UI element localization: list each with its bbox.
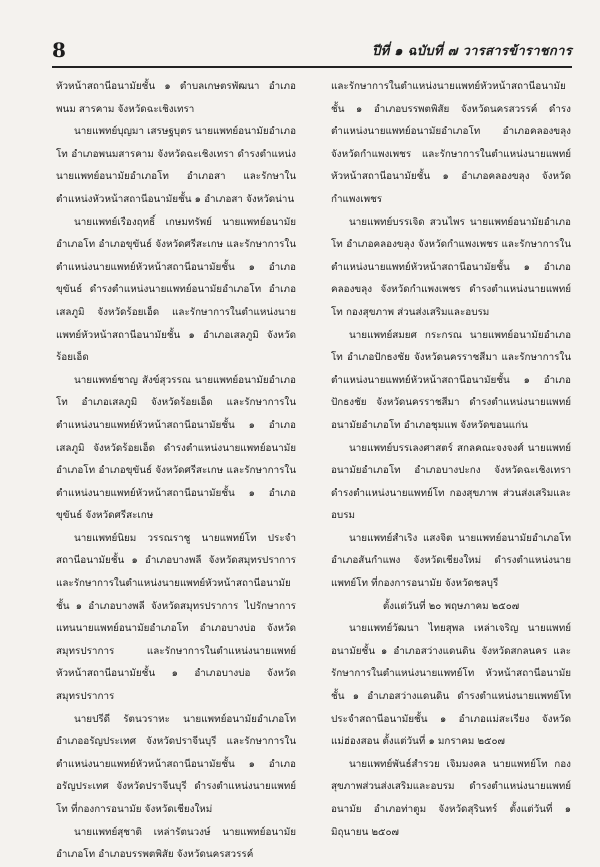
paragraph: นายแพทย์บรรเลงศาสตร์ สกลคณะจงจงศ์ นายแพทย์อนามัยอำเภอโท อำเภอบางปะกง จังหวัดฉะเชิงเทรา ดำรงตำแหน่งนายแพทย์โท กองสุขภาพ ส่วนส่งเสริมและอบรม [331, 442, 571, 522]
paragraph: นายแพทย์สมยศ กระกรณ นายแพทย์อนามัยอำเภอโท อำเภอปักธงชัย จังหวัดนครราชสีมา และรักษาการในตำแหน่งนายแพทย์หัวหน้าสถานีอนามัยชั้น ๑ อำเภอปักธงชัย จังหวัดนครราชสีมา ดำรงตำแหน่งนายแพทย์อนามัยอำเภอโท อำเภอชุมแพ จังหวัดขอนแก่น [331, 329, 571, 431]
paragraph: หัวหน้าสถานีอนามัยชั้น ๑ ตำบลเกษตรพัฒนา อำเภอพนม สารคาม จังหวัดฉะเชิงเทรา [56, 81, 296, 115]
paragraph: นายแพทย์วัฒนา ไทยสุพล เหล่าเจริญ นายแพทย์อนามัยชั้น ๑ อำเภอสว่างแดนดิน จังหวัดสกลนคร และรักษาการในตำแหน่งนายแพทย์โท หัวหน้าสถานีอนามัยชั้น ๑ อำเภอสว่างแดนดิน ดำรงตำแหน่งนายแพทย์โท ประจำสถานีอนามัยชั้น ๑ อำเภอแม่สะเรียง จังหวัดแม่ฮ่องสอน ตั้งแต่วันที่ ๑ มกราคม ๒๕๐๗ [331, 623, 571, 748]
effective-date: ตั้งแต่วันที่ ๒๐ พฤษภาคม ๒๕๐๗ [382, 600, 520, 612]
paragraph: นายแพทย์พันธ์สำรวย เจิมมงคล นายแพทย์โท กองสุขภาพส่วนส่งเสริมและอบรม ดำรงตำแหน่งนายแพทย์อนามัย อำเภอท่าตูม จังหวัดสุรินทร์ ตั้งแต่วันที่ ๑ มิถุนายน ๒๕๐๗ [331, 758, 571, 838]
paragraph: นายแพทย์สุชาติ เหล่ารัตนวงษ์ นายแพทย์อนามัยอำเภอโท อำเภอบรรพตพิสัย จังหวัดนครสวรรค์ [56, 826, 296, 861]
header-rule [52, 66, 572, 68]
page-header [52, 38, 572, 64]
paragraph: นายปรีดี รัตนวราหะ นายแพทย์อนามัยอำเภอโท อำเภออรัญประเทศ จังหวัดปราจีนบุรี และรักษาการในตำแหน่งนายแพทย์หัวหน้าสถานีอนามัยชั้น ๑ อำเภออรัญประเทศ จังหวัดปราจีนบุรี ดำรงตำแหน่งนายแพทย์โท ที่กองการอนามัย จังหวัดเชียงใหม่ [56, 713, 296, 815]
paragraph: นายแพทย์บรรเจิด สวนไพร นายแพทย์อนามัยอำเภอโท อำเภอคลองขลุง จังหวัดกำแพงเพชร และรักษาการในตำแหน่งนายแพทย์หัวหน้าสถานีอนามัยชั้น ๑ อำเภอคลองขลุง จังหวัดกำแพงเพชร ดำรงตำแหน่งนายแพทย์โท กองสุขภาพ ส่วนส่งเสริมและอบรม [331, 216, 571, 318]
page-number: 8 [52, 38, 66, 62]
right-column [331, 76, 571, 844]
paragraph: นายแพทย์สำเริง แสงจิต นายแพทย์อนามัยอำเภอโท อำเภอสันกำแพง จังหวัดเชียงใหม่ ดำรงตำแหน่งนายแพทย์โท ที่กองการอนามัย จังหวัดชลบุรี [331, 532, 571, 590]
paragraph: นายแพทย์บุญมา เสรษฐบุตร นายแพทย์อนามัยอำเภอโท อำเภอพนมสารคาม จังหวัดฉะเชิงเทรา ดำรงตำแหน่งนายแพทย์อนามัยอำเภอโท อำเภอสา และรักษาในตำแหน่งหัวหน้าสถานีอนามัยชั้น ๑ อำเภอสา จังหวัดน่าน [56, 126, 296, 205]
left-column [56, 76, 296, 867]
paragraph: และรักษาการในตำแหน่งนายแพทย์หัวหน้าสถานีอนามัยชั้น ๑ อำเภอบรรพตพิสัย จังหวัดนครสวรรค์ ดำรงตำแหน่งนายแพทย์อนามัยอำเภอโท อำเภอคลองขลุง จังหวัดกำแพงเพชร และรักษาการในตำแหน่งนายแพทย์หัวหน้าสถานีอนามัยชั้น ๑ อำเภอคลองขลุง จังหวัดกำแพงเพชร [331, 81, 571, 205]
running-head: ปีที่ ๑ ฉบับที่ ๗ วารสารข้าราชการ [372, 44, 572, 59]
paragraph: นายแพทย์เรืองฤทธิ์ เกษมทรัพย์ นายแพทย์อนามัยอำเภอโท อำเภอขุขันธ์ จังหวัดศรีสะเกษ และรักษาการในตำแหน่งนายแพทย์หัวหน้าสถานีอนามัยชั้น ๑ อำเภอขุขันธ์ ดำรงตำแหน่งนายแพทย์อนามัยอำเภอโท อำเภอเสลภูมิ จังหวัดร้อยเอ็ด และรักษาการในตำแหน่งนายแพทย์หัวหน้าสถานีอนามัยชั้น ๑ อำเภอเสลภูมิ จังหวัดร้อยเอ็ด [56, 216, 296, 364]
paragraph: นายแพทย์ชาญ สังข์สุวรรณ นายแพทย์อนามัยอำเภอโท อำเภอเสลภูมิ จังหวัดร้อยเอ็ด และรักษาการในตำแหน่งนายแพทย์หัวหน้าสถานีอนามัยชั้น ๑ อำเภอเสลภูมิ จังหวัดร้อยเอ็ด ดำรงตำแหน่งนายแพทย์อนามัยอำเภอโท อำเภอขุขันธ์ จังหวัดศรีสะเกษ และรักษาการในตำแหน่งนายแพทย์หัวหน้าสถานีอนามัยชั้น ๑ อำเภอขุขันธ์ จังหวัดศรีสะเกษ [56, 374, 296, 522]
paragraph: นายแพทย์นิยม วรรณราชู นายแพทย์โท ประจำสถานีอนามัยชั้น ๑ อำเภอบางพลี จังหวัดสมุทรปราการ และรักษาการในตำแหน่งนายแพทย์หัวหน้าสถานีอนามัยชั้น ๑ อำเภอบางพลี จังหวัดสมุทรปราการ ไปรักษาการแทนนายแพทย์อนามัยอำเภอโท อำเภอบางบ่อ จังหวัดสมุทรปราการ และรักษาการในตำแหน่งนายแพทย์หัวหน้าสถานีอนามัยชั้น ๑ อำเภอบางบ่อ จังหวัดสมุทรปราการ [56, 532, 296, 703]
